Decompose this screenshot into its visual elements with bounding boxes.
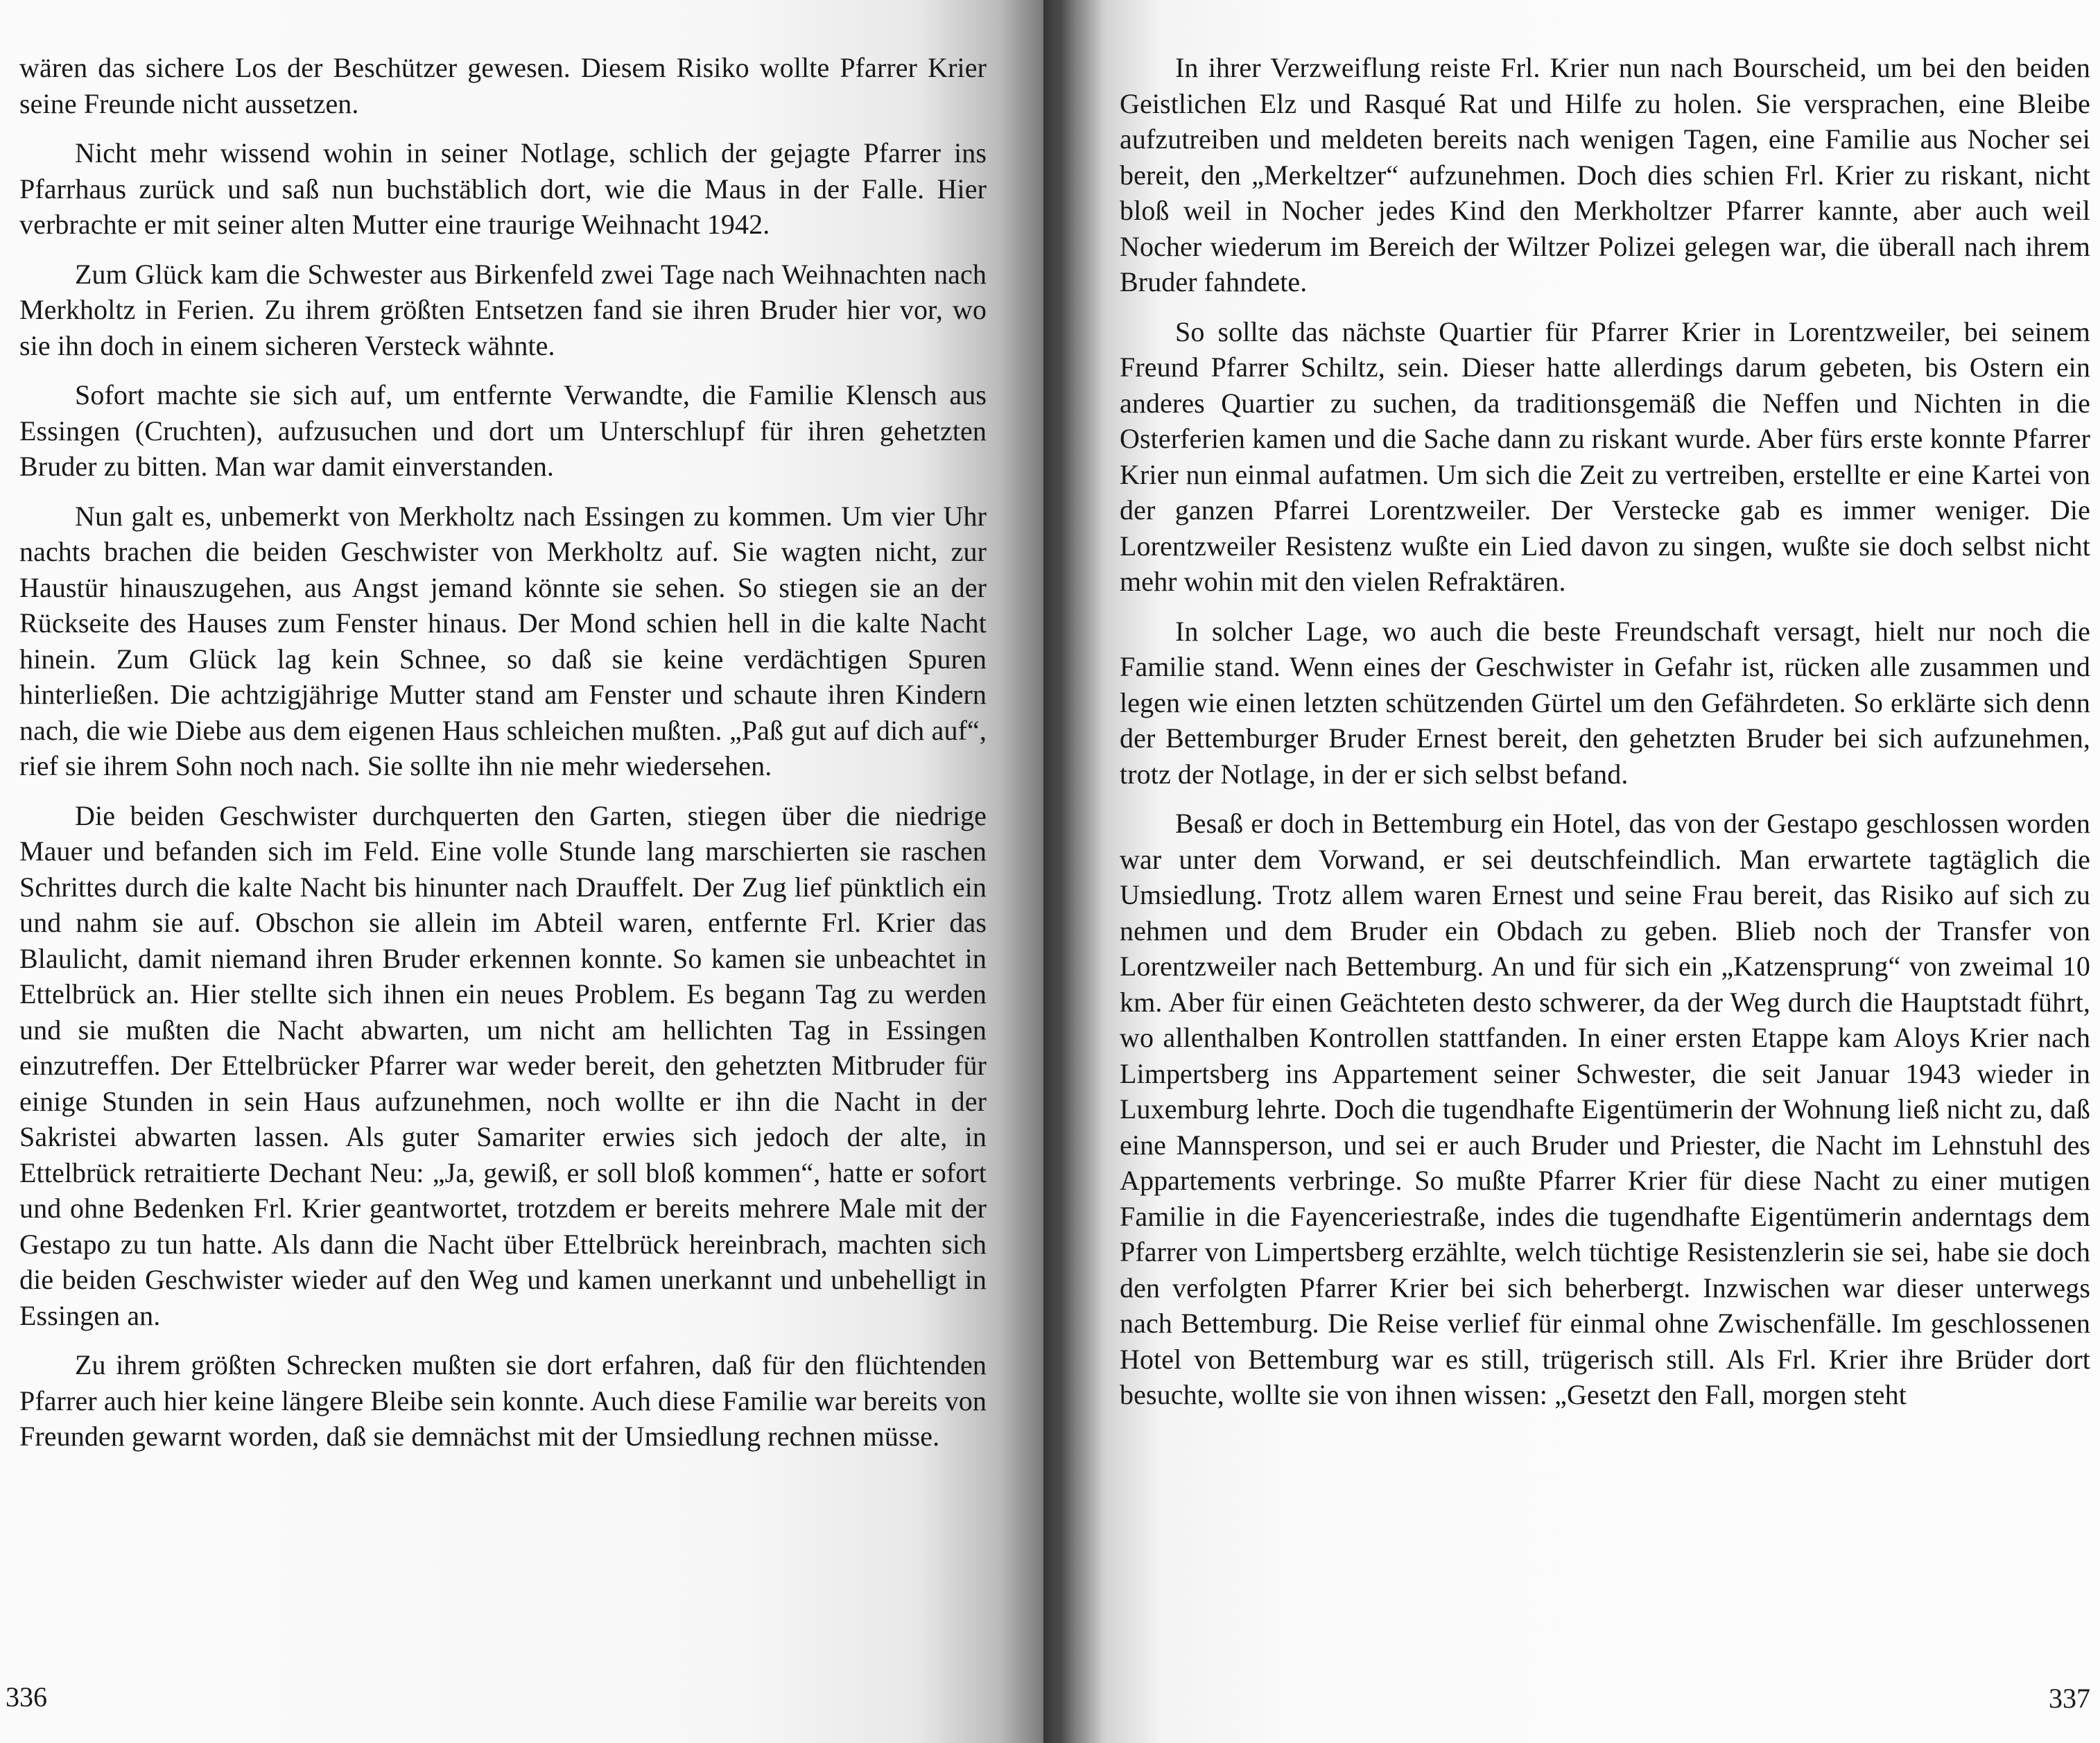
page-number-right: 337	[2049, 1683, 2090, 1714]
paragraph: wären das sichere Los der Beschützer gewesen. Diesem Risiko wollte Pfarrer Krier seine Freunde nicht aussetzen.	[19, 52, 987, 119]
left-page-text	[19, 50, 987, 1468]
right-page	[1043, 0, 2100, 1743]
paragraph: Sofort machte sie sich auf, um entfernte Verwandte, die Familie Klensch aus Essingen (Cruchten), aufzusuchen und dort um Unterschlupf für ihren gehetzten Bruder zu bitten. Man war damit einverstanden.	[19, 379, 987, 482]
paragraph: Besaß er doch in Bettemburg ein Hotel, das von der Gestapo geschlossen worden war unter dem Vorwand, er sei deutschfeindlich. Man erwartete tagtäglich die Umsiedlung. Trotz allem waren Ernest und seine Frau bereit, das Risiko auf sich zu nehmen und dem Bruder ein Obdach zu geben. Blieb noch der Transfer von Lorentzweiler nach Bettemburg. An und für sich ein „Katzensprung“ von zweimal 10 km. Aber für einen Geächteten desto schwerer, da der Weg durch die Hauptstadt führt, wo allenthalben Kontrollen stattfanden. In einer ersten Etappe kam Aloys Krier nach Limpertsberg ins Appartement seiner Schwester, die seit Januar 1943 wieder in Luxemburg lehrte. Doch die tugendhafte Eigentümerin der Wohnung ließ nicht zu, daß eine Mannsperson, und sei er auch Bruder und Priester, die Nacht im Lehnstuhl des Appartements verbringe. So mußte Pfarrer Krier für diese Nacht zu einer mutigen Familie in die Fayenceriestraße, indes die tugendhafte Eigentümerin anderntags dem Pfarrer von Limpertsberg erzählte, welch tüchtige Resistenzlerin sie sei, habe sie doch den verfolgten Pfarrer Krier bei sich beherbergt. Inzwischen war dieser unterwegs nach Bettemburg. Die Reise verlief für einmal ohne Zwischenfälle. Im geschlossenen Hotel von Bettemburg war es still, trügerisch still. Als Frl. Krier ihre Brüder dort besuchte, wollte sie von ihnen wissen: „Gesetzt den Fall, morgen steht	[1120, 808, 2090, 1410]
paragraph: In solcher Lage, wo auch die beste Freundschaft versagt, hielt nur noch die Familie stand. Wenn eines der Geschwister in Gefahr ist, rücken alle zusammen und legen wie einen letzten schützenden Gürtel um den Gefährdeten. So erklärte sich denn der Bettemburger Bruder Ernest bereit, den gehetzten Bruder bei sich aufzunehmen, trotz der Notlage, in der er sich selbst befand.	[1120, 615, 2090, 790]
right-page-text	[1120, 50, 2090, 1427]
paragraph: In ihrer Verzweiflung reiste Frl. Krier nun nach Bourscheid, um bei den beiden Geistlichen Elz und Rasqué Rat und Hilfe zu holen. Sie versprachen, eine Bleibe aufzutreiben und meldeten bereits nach wenigen Tagen, eine Familie aus Nocher sei bereit, den „Merkeltzer“ aufzunehmen. Doch dies schien Frl. Krier zu riskant, nicht bloß weil in Nocher jedes Kind den Merkholtzer Pfarrer kannte, aber auch weil Nocher wiederum im Bereich der Wiltzer Polizei gelegen war, die überall nach ihrem Bruder fahndete.	[1120, 52, 2090, 297]
page-number-left: 336	[6, 1681, 47, 1712]
paragraph: Die beiden Geschwister durchquerten den Garten, stiegen über die niedrige Mauer und befanden sich im Feld. Eine volle Stunde lang marschierten sie raschen Schrittes durch die kalte Nacht bis hinunter nach Drauffelt. Der Zug lief pünktlich ein und nahm sie auf. Obschon sie allein im Abteil waren, entfernte Frl. Krier das Blaulicht, damit niemand ihren Bruder erkennen konnte. So kamen sie unbeachtet in Ettelbrück an. Hier stellte sich ihnen ein neues Problem. Es begann Tag zu werden und sie mußten die Nacht abwarten, um nicht am hellichten Tag in Essingen einzutreffen. Der Ettelbrücker Pfarrer war weder bereit, den gehetzten Mitbruder für einige Stunden in sein Haus aufzunehmen, noch wollte er ihn die Nacht in der Sakristei abwarten lassen. Als guter Samariter erwies sich jedoch der alte, in Ettelbrück retraitierte Dechant Neu: „Ja, gewiß, er soll bloß kommen“, hatte er sofort und ohne Bedenken Frl. Krier geantwortet, trotzdem er bereits mehrere Male mit der Gestapo zu tun hatte. Als dann die Nacht über Ettelbrück hereinbrach, machten sich die beiden Geschwister wieder auf den Weg und kamen unerkannt und unbehelligt in Essingen an.	[19, 799, 987, 1331]
paragraph: So sollte das nächste Quartier für Pfarrer Krier in Lorentzweiler, bei seinem Freund Pfarrer Schiltz, sein. Dieser hatte allerdings darum gebeten, bis Ostern ein anderes Quartier zu suchen, da traditionsgemäß die Neffen und Nichten in die Osterferien kamen und die Sache dann zu riskant wurde. Aber fürs erste konnte Pfarrer Krier nun einmal aufatmen. Um sich die Zeit zu vertreiben, erstellte er eine Kartei von der ganzen Pfarrei Lorentzweiler. Der Verstecke gab es immer weniger. Die Lorentzweiler Resistenz wußte ein Lied davon zu singen, wußte sie doch selbst nicht mehr wohin mit den vielen Refraktären.	[1120, 315, 2090, 597]
left-page	[0, 0, 1043, 1743]
paragraph: Zum Glück kam die Schwester aus Birkenfeld zwei Tage nach Weihnachten nach Merkholtz in Ferien. Zu ihrem größten Entsetzen fand sie ihren Bruder hier vor, wo sie ihn doch in einem sicheren Versteck wähnte.	[19, 258, 987, 361]
paragraph: Zu ihrem größten Schrecken mußten sie dort erfahren, daß für den flüchtenden Pfarrer auch hier keine längere Bleibe sein konnte. Auch diese Familie war bereits von Freunden gewarnt worden, daß sie demnächst mit der Umsiedlung rechnen müsse.	[19, 1349, 987, 1452]
paragraph: Nun galt es, unbemerkt von Merkholtz nach Essingen zu kommen. Um vier Uhr nachts brachen die beiden Geschwister von Merkholtz auf. Sie wagten nicht, zur Haustür hinauszugehen, aus Angst jemand könnte sie sehen. So stiegen sie an der Rückseite des Hauses zum Fenster hinaus. Der Mond schien hell in die kalte Nacht hinein. Zum Glück lag kein Schnee, so daß sie keine verdächtigen Spuren hinterließen. Die achtzigjährige Mutter stand am Fenster und schaute ihren Kindern nach, die wie Diebe aus dem eigenen Haus schleichen mußten. „Paß gut auf dich auf“, rief sie ihrem Sohn noch nach. Sie sollte ihn nie mehr wiedersehen.	[19, 500, 987, 781]
paragraph: Nicht mehr wissend wohin in seiner Notlage, schlich der gejagte Pfarrer ins Pfarrhaus zurück und saß nun buchstäblich dort, wie die Maus in der Falle. Hier verbrachte er mit seiner alten Mutter eine traurige Weihnacht 1942.	[19, 137, 987, 240]
